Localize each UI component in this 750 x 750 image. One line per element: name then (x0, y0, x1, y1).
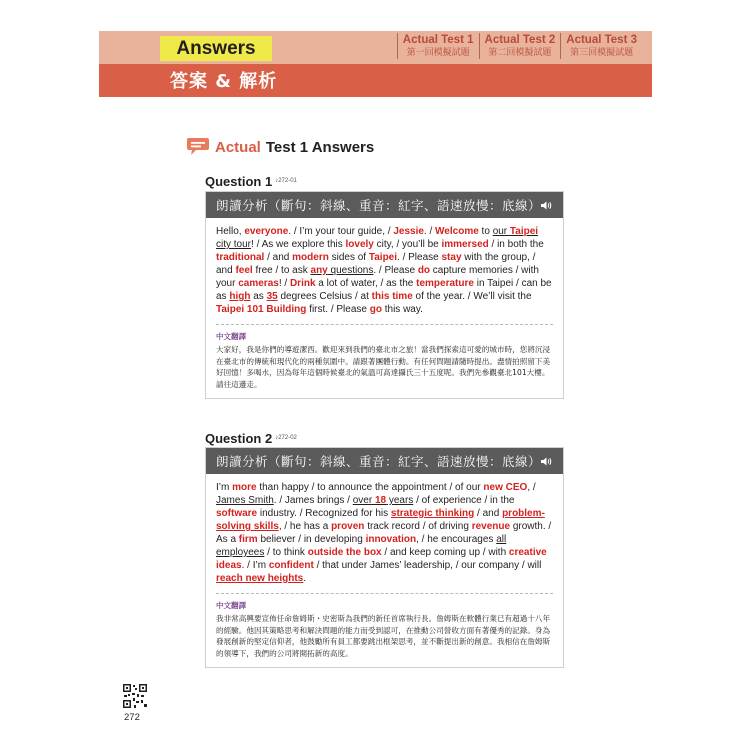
question-1-label (205, 174, 297, 189)
tab-label-zh: 第二回模擬試題 (488, 48, 552, 58)
section-title (186, 137, 374, 157)
translation-text: 大家好，我是你們的導遊潔西。歡迎來到我們的臺北市之旅！當我們探索這可愛的城市時，您將沉浸在臺北市的傳統和現代化的兩種氛圍中。請跟著團體行動。有任何問題請隨時提出。盡情拍照留下美好回憶！多喝水，因為每年這個時候臺北的氣溫可高達攝氏三十五度呢。我們先參觀臺北101大樓。請往這邊走。 (216, 345, 551, 389)
reading-analysis-bar (206, 448, 563, 474)
qr-code-icon[interactable] (122, 683, 148, 709)
speaker-icon[interactable] (540, 456, 553, 467)
passage-text: I’m more than happy / to announce the appointment / of our new CEO, / James Smith. / James brings / over 18 years / of experience / in the software industry. / Recognized for his strategic thinking / and problem-solving skills, / he has a proven track record / of driving revenue growth. / As a firm believer / in developing innovation, / he encourages all employees / to think outside the box / and keep coming up / with creative ideas. / I’m confident / that under James’ leadership, / our company / will reach new heights. (216, 482, 552, 584)
reading-analysis-title: 朗讀分析（斷句：斜線、重音：紅字、語速放慢：底線） (216, 454, 542, 469)
tab-label-zh: 第三回模擬試題 (570, 48, 634, 58)
answers-tag (160, 36, 272, 61)
translation-box (216, 325, 553, 398)
tab-label-en: Actual Test 1 (402, 34, 474, 46)
card-body (216, 474, 553, 667)
translation-label: 中文翻譯 (216, 332, 246, 341)
test-nav (397, 33, 642, 59)
question-2-label (205, 431, 297, 446)
answers-label: Answers (176, 38, 256, 59)
header-band (99, 31, 652, 97)
tab-label-zh: 第一回模擬試題 (406, 48, 470, 58)
speech-bubble-icon (186, 137, 210, 157)
question-2-card (205, 447, 564, 668)
tab-actual-test-3[interactable] (560, 33, 642, 59)
card-body (216, 218, 553, 398)
question-1-card (205, 191, 564, 399)
tab-actual-test-1[interactable] (397, 33, 479, 59)
speaker-icon[interactable] (540, 200, 553, 211)
reading-analysis-bar (206, 192, 563, 218)
tab-label-en: Actual Test 3 (566, 34, 637, 46)
header-title-strip (99, 64, 652, 97)
tab-label-en: Actual Test 2 (484, 34, 556, 46)
tab-actual-test-2[interactable] (479, 33, 561, 59)
question-label: Question 1 (205, 174, 273, 189)
translation-box (216, 594, 553, 667)
audio-track-number: ♪272-02 (275, 435, 297, 441)
translation-label: 中文翻譯 (216, 601, 246, 610)
section-title-rest: Test 1 Answers (265, 138, 375, 156)
page-number: 272 (124, 712, 140, 723)
translation-text: 我非常高興要宣佈任命詹姆斯・史密斯為我們的新任首席執行長。詹姆斯在軟體行業已有超過十八年的經驗。他因其策略思考和解決問題的能力而受到認可，在推動公司營收方面有著優秀的記錄。身為發展創新的堅定信仰者，他鼓勵所有員工都要跳出框架思考，並不斷提出新的創意。我相信在詹姆斯的領導下，我們的公司將開拓新的高度。 (216, 614, 551, 658)
section-title-accent: Actual (215, 138, 261, 156)
passage-text: Hello, everyone. / I’m your tour guide, / Jessie. / Welcome to our Taipei city tour! / As we explore this lovely city, / you’ll be immersed / in both the traditional / and modern sides of Taipei. / Please stay with the group, / and feel free / to ask any questions. / Please do capture memories / with your cameras! / Drink a lot of water, / as the temperature in Taipei / can be as high as 35 degrees Celsius / at this time of the year. / We’ll visit the Taipei 101 Building first. / Please go this way. (216, 226, 552, 315)
audio-track-number: ♪272-01 (275, 178, 297, 184)
page-title-zh: 答案 & 解析 (170, 71, 278, 92)
reading-analysis-title: 朗讀分析（斷句：斜線、重音：紅字、語速放慢：底線） (216, 198, 542, 213)
question-label: Question 2 (205, 431, 273, 446)
